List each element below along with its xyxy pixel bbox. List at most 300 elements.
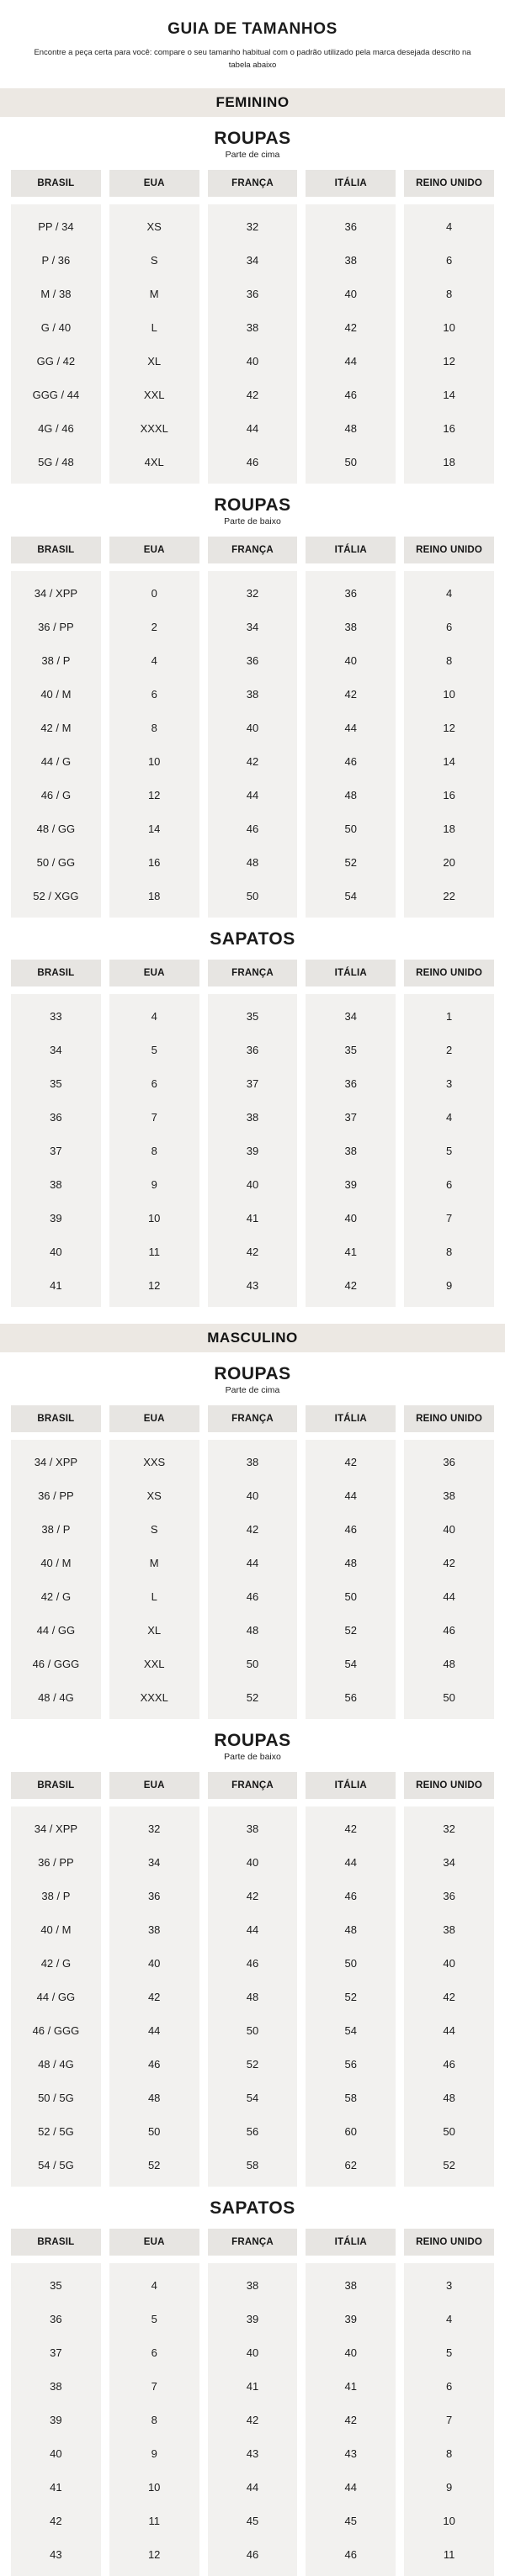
size-cell: 48 / 4G (38, 2057, 74, 2071)
size-cell: 46 (246, 1956, 259, 1970)
size-cell: 38 (443, 1923, 455, 1936)
size-cell: 34 / XPP (34, 1822, 78, 1835)
size-cell: 41 (246, 1211, 259, 1225)
size-cell: 38 (147, 1923, 161, 1936)
size-cell: 39 (344, 1177, 358, 1191)
size-cell: XS (146, 220, 162, 233)
table-subtitle: Parte de baixo (224, 516, 281, 527)
size-cell: 38 (443, 1489, 455, 1502)
size-cell: GG / 42 (36, 354, 76, 368)
size-cell: 34 (147, 1855, 161, 1869)
size-cell: 46 (344, 1889, 358, 1902)
column-header: FRANÇA (208, 1405, 298, 1432)
size-cell: 50 (246, 1657, 259, 1670)
size-cell: 42 (50, 2514, 62, 2527)
size-cell: 7 (445, 1211, 453, 1225)
size-cell: 2 (151, 620, 157, 633)
size-cell: 46 / GGG (32, 1657, 80, 1670)
size-cell: 9 (151, 1177, 157, 1191)
size-cell: 43 (246, 1278, 259, 1292)
size-cell: 40 (246, 2346, 259, 2359)
column-header: EUA (109, 1405, 199, 1432)
size-cell: 50 (246, 2023, 259, 2037)
size-column-itália (306, 960, 396, 1307)
size-cell: 6 (445, 620, 453, 633)
size-cell: 32 (246, 220, 259, 233)
page-title: GUIA DE TAMANHOS (167, 20, 338, 38)
size-cell: 35 (344, 1043, 358, 1056)
size-cell: 37 (344, 1110, 358, 1124)
size-cell: 4XL (144, 455, 164, 468)
column-header: FRANÇA (208, 170, 298, 197)
size-cell: 5 (445, 2346, 453, 2359)
size-cell: 58 (246, 2158, 259, 2171)
size-cell: 6 (445, 253, 453, 267)
table-title: SAPATOS (210, 2198, 295, 2219)
size-cell: 50 (344, 1590, 358, 1603)
size-cell: 14 (443, 754, 455, 768)
size-cell: 44 (344, 2480, 358, 2494)
size-cell: 42 (246, 1522, 259, 1536)
size-cell: 44 (344, 1855, 358, 1869)
size-cell: S (150, 1522, 158, 1536)
size-cell: 40 (50, 2446, 62, 2460)
size-cell: 36 (443, 1455, 455, 1468)
size-cell: 35 (50, 2278, 62, 2292)
size-cell: 40 (344, 2346, 358, 2359)
column-body (11, 571, 101, 918)
column-header: EUA (109, 960, 199, 986)
size-cell: 6 (151, 687, 157, 701)
size-cell: 48 (344, 1923, 358, 1936)
size-cell: 40 / M (40, 1556, 72, 1569)
size-cell: 44 / G (40, 754, 72, 768)
size-cell: 39 (246, 1144, 259, 1157)
size-cell: 35 (50, 1076, 62, 1090)
size-cell: 54 (344, 1657, 358, 1670)
size-cell: 10 (443, 320, 455, 334)
size-cell: M (149, 287, 159, 300)
column-body (208, 994, 298, 1307)
size-cell: 7 (151, 1110, 157, 1124)
size-cell: 42 (246, 388, 259, 401)
size-cell: 36 / PP (38, 620, 74, 633)
size-cell: 46 (246, 1590, 259, 1603)
size-cell: XS (146, 1489, 162, 1502)
column-body (404, 204, 494, 484)
size-cell: 44 (246, 421, 259, 435)
section-band-masculino: MASCULINO (0, 1324, 505, 1352)
size-cell: 38 (50, 1177, 62, 1191)
size-cell: 40 (344, 287, 358, 300)
table-title: ROUPAS (214, 1731, 291, 1751)
size-cell: 44 (443, 1590, 455, 1603)
size-column-reino-unido (404, 1772, 494, 2187)
column-header: FRANÇA (208, 960, 298, 986)
size-cell: 39 (344, 2312, 358, 2325)
size-cell: 36 / PP (38, 1855, 74, 1869)
size-table (0, 1405, 505, 1719)
size-cell: 50 (344, 1956, 358, 1970)
size-cell: 42 / G (40, 1956, 72, 1970)
size-cell: 38 (246, 1455, 259, 1468)
size-cell: 52 / 5G (38, 2124, 74, 2138)
size-cell: 18 (147, 889, 161, 902)
size-cell: 44 / GG (36, 1623, 76, 1637)
size-cell: 40 / M (40, 687, 72, 701)
size-cell: 32 (147, 1822, 161, 1835)
size-cell: 12 (443, 354, 455, 368)
column-header: BRASIL (11, 1405, 101, 1432)
size-cell: 9 (445, 1278, 453, 1292)
size-cell: 46 (147, 2057, 161, 2071)
size-cell: 4 (445, 1110, 453, 1124)
size-cell: 8 (151, 2413, 157, 2426)
size-cell: XXXL (140, 421, 168, 435)
size-column-frança (208, 1405, 298, 1719)
size-cell: 39 (50, 1211, 62, 1225)
column-header: REINO UNIDO (404, 1772, 494, 1799)
size-cell: 52 (344, 1623, 358, 1637)
size-cell: 8 (151, 1144, 157, 1157)
size-cell: 48 (443, 1657, 455, 1670)
column-header: ITÁLIA (306, 1405, 396, 1432)
size-column-reino-unido (404, 537, 494, 918)
page-subtitle: Encontre a peça certa para você: compare o seu tamanho habitual com o padrão utilizado pela marca desejada descrito na tabela abaixo (34, 48, 471, 70)
column-body (208, 2263, 298, 2576)
size-cell: 43 (246, 2446, 259, 2460)
size-cell: 45 (246, 2514, 259, 2527)
size-cell: 48 (344, 421, 358, 435)
size-cell: 41 (50, 1278, 62, 1292)
size-cell: 36 (246, 1043, 259, 1056)
size-cell: 52 (147, 2158, 161, 2171)
size-cell: 6 (445, 2379, 453, 2393)
size-cell: 52 (246, 2057, 259, 2071)
column-body (306, 571, 396, 918)
size-cell: M (149, 1556, 159, 1569)
column-header: ITÁLIA (306, 537, 396, 563)
size-cell: 5 (445, 1144, 453, 1157)
column-header: REINO UNIDO (404, 2229, 494, 2256)
size-cell: 14 (443, 388, 455, 401)
size-cell: 1 (445, 1009, 453, 1023)
size-cell: 40 (147, 1956, 161, 1970)
size-column-eua (109, 960, 199, 1307)
size-table (0, 1772, 505, 2187)
size-column-frança (208, 170, 298, 484)
size-cell: 8 (445, 2446, 453, 2460)
size-cell: 12 (147, 1278, 161, 1292)
size-cell: 10 (147, 754, 161, 768)
size-cell: 20 (443, 855, 455, 869)
size-cell: 46 (246, 455, 259, 468)
size-cell: 32 (443, 1822, 455, 1835)
size-cell: 46 (246, 2547, 259, 2561)
size-cell: 42 (344, 1278, 358, 1292)
size-cell: 42 (344, 687, 358, 701)
column-header: ITÁLIA (306, 2229, 396, 2256)
size-cell: 34 / XPP (34, 586, 78, 600)
size-cell: 18 (443, 822, 455, 835)
size-cell: 4 (151, 1009, 157, 1023)
size-cell: PP / 34 (38, 220, 74, 233)
size-cell: 11 (148, 2514, 160, 2527)
size-cell: 38 (344, 253, 358, 267)
size-cell: 33 (50, 1009, 62, 1023)
size-cell: 8 (445, 1245, 453, 1258)
size-cell: 42 (344, 320, 358, 334)
size-cell: 42 (246, 1889, 259, 1902)
column-header: FRANÇA (208, 2229, 298, 2256)
size-cell: 56 (344, 2057, 358, 2071)
column-body (109, 2263, 199, 2576)
size-cell: 16 (443, 421, 455, 435)
table-feminino-2 (0, 929, 505, 1307)
size-cell: 52 (443, 2158, 455, 2171)
size-cell: 40 (246, 1489, 259, 1502)
size-cell: 44 (246, 2480, 259, 2494)
size-cell: 45 (344, 2514, 358, 2527)
size-cell: 38 (246, 687, 259, 701)
column-body (208, 1806, 298, 2187)
size-cell: 41 (344, 1245, 358, 1258)
size-cell: 37 (50, 2346, 62, 2359)
size-cell: 14 (147, 822, 161, 835)
size-cell: 6 (445, 1177, 453, 1191)
column-body (11, 2263, 101, 2576)
size-cell: 12 (147, 788, 161, 801)
size-cell: 48 (246, 1623, 259, 1637)
size-cell: 46 (344, 1522, 358, 1536)
size-cell: 7 (151, 2379, 157, 2393)
size-cell: 50 (344, 822, 358, 835)
column-header: EUA (109, 537, 199, 563)
size-cell: 42 (443, 1556, 455, 1569)
size-column-brasil (11, 170, 101, 484)
column-body (109, 994, 199, 1307)
size-cell: 3 (445, 1076, 453, 1090)
size-cell: 43 (344, 2446, 358, 2460)
size-cell: 54 (246, 2091, 259, 2104)
size-column-eua (109, 1772, 199, 2187)
size-cell: 43 (50, 2547, 62, 2561)
size-column-eua (109, 537, 199, 918)
size-cell: 42 (344, 2413, 358, 2426)
column-header: EUA (109, 170, 199, 197)
size-cell: 36 (50, 1110, 62, 1124)
size-column-brasil (11, 1405, 101, 1719)
size-cell: 12 (147, 2547, 161, 2561)
size-cell: 46 (344, 754, 358, 768)
size-cell: 36 / PP (38, 1489, 74, 1502)
size-cell: 52 (344, 855, 358, 869)
size-column-frança (208, 1772, 298, 2187)
size-cell: 50 (246, 889, 259, 902)
column-body (109, 1806, 199, 2187)
column-body (109, 1440, 199, 1719)
size-cell: GGG / 44 (32, 388, 80, 401)
size-table (0, 2229, 505, 2576)
section-band-feminino: FEMININO (0, 88, 505, 117)
size-table (0, 960, 505, 1307)
size-cell: 2 (445, 1043, 453, 1056)
column-body (11, 1806, 101, 2187)
column-header: REINO UNIDO (404, 1405, 494, 1432)
size-column-brasil (11, 1772, 101, 2187)
size-cell: 39 (246, 2312, 259, 2325)
size-cell: L (151, 1590, 157, 1603)
size-cell: 46 (443, 1623, 455, 1637)
column-header: REINO UNIDO (404, 537, 494, 563)
column-body (109, 571, 199, 918)
size-cell: 37 (50, 1144, 62, 1157)
size-cell: 4G / 46 (38, 421, 74, 435)
table-masculino-2 (0, 2198, 505, 2576)
size-cell: 40 (246, 721, 259, 734)
size-cell: 40 (246, 1855, 259, 1869)
size-cell: 42 (443, 1990, 455, 2003)
size-cell: 46 / GGG (32, 2023, 80, 2037)
size-column-eua (109, 170, 199, 484)
size-cell: 8 (445, 287, 453, 300)
size-cell: 6 (151, 1076, 157, 1090)
size-column-reino-unido (404, 1405, 494, 1719)
size-cell: 18 (443, 455, 455, 468)
column-body (306, 1806, 396, 2187)
size-cell: 52 (246, 1690, 259, 1704)
size-cell: 5 (151, 2312, 157, 2325)
column-body (306, 994, 396, 1307)
size-cell: 38 / P (41, 1522, 71, 1536)
size-cell: 4 (445, 2312, 453, 2325)
size-cell: 34 (246, 253, 259, 267)
size-cell: 46 (443, 2057, 455, 2071)
size-cell: 39 (50, 2413, 62, 2426)
size-cell: 58 (344, 2091, 358, 2104)
column-header: BRASIL (11, 2229, 101, 2256)
column-header: ITÁLIA (306, 170, 396, 197)
size-cell: 4 (151, 653, 157, 667)
size-cell: 10 (443, 2514, 455, 2527)
size-cell: 50 (344, 455, 358, 468)
column-body (109, 204, 199, 484)
size-column-reino-unido (404, 960, 494, 1307)
size-cell: 41 (344, 2379, 358, 2393)
size-cell: 36 (147, 1889, 161, 1902)
size-cell: 40 (246, 354, 259, 368)
size-column-frança (208, 960, 298, 1307)
size-cell: 50 (443, 1690, 455, 1704)
size-cell: 56 (344, 1690, 358, 1704)
column-body (306, 204, 396, 484)
size-cell: 5 (151, 1043, 157, 1056)
size-cell: 44 (246, 1923, 259, 1936)
table-feminino-1 (0, 495, 505, 918)
size-cell: 36 (246, 653, 259, 667)
size-cell: 50 / 5G (38, 2091, 74, 2104)
size-column-brasil (11, 2229, 101, 2576)
size-cell: 46 / G (40, 788, 72, 801)
size-cell: 41 (50, 2480, 62, 2494)
size-cell: 42 (246, 2413, 259, 2426)
column-body (11, 994, 101, 1307)
column-header: ITÁLIA (306, 960, 396, 986)
size-cell: 44 (344, 1489, 358, 1502)
size-cell: 11 (148, 1245, 160, 1258)
table-title: SAPATOS (210, 929, 295, 949)
size-cell: 38 / P (41, 653, 71, 667)
size-column-eua (109, 2229, 199, 2576)
size-column-reino-unido (404, 2229, 494, 2576)
size-cell: XXS (143, 1455, 166, 1468)
size-cell: 16 (147, 855, 161, 869)
size-cell: 44 (344, 354, 358, 368)
size-cell: 35 (246, 1009, 259, 1023)
size-cell: 38 (344, 1144, 358, 1157)
column-header: REINO UNIDO (404, 960, 494, 986)
size-cell: 52 (344, 1990, 358, 2003)
size-cell: 36 (344, 220, 358, 233)
size-cell: 22 (443, 889, 455, 902)
size-cell: 40 (344, 653, 358, 667)
size-cell: 56 (246, 2124, 259, 2138)
size-cell: 41 (246, 2379, 259, 2393)
size-cell: 36 (246, 287, 259, 300)
column-header: FRANÇA (208, 537, 298, 563)
size-column-eua (109, 1405, 199, 1719)
column-header: ITÁLIA (306, 1772, 396, 1799)
size-cell: 52 / XGG (33, 889, 79, 902)
size-cell: XL (147, 1623, 162, 1637)
size-cell: XXXL (140, 1690, 168, 1704)
size-cell: 54 / 5G (38, 2158, 74, 2171)
column-body (306, 2263, 396, 2576)
size-cell: L (151, 320, 157, 334)
size-cell: 5G / 48 (38, 455, 74, 468)
size-cell: M / 38 (40, 287, 72, 300)
size-cell: 38 (50, 2379, 62, 2393)
column-header: BRASIL (11, 960, 101, 986)
size-cell: 38 (246, 1822, 259, 1835)
size-cell: 48 / GG (36, 822, 76, 835)
size-cell: 46 (344, 2547, 358, 2561)
column-body (404, 994, 494, 1307)
table-title: ROUPAS (214, 495, 291, 516)
size-column-itália (306, 1405, 396, 1719)
size-table (0, 537, 505, 918)
size-column-brasil (11, 537, 101, 918)
size-cell: 54 (344, 2023, 358, 2037)
table-subtitle: Parte de baixo (224, 1752, 281, 1763)
size-cell: 38 (344, 2278, 358, 2292)
size-cell: 44 (246, 788, 259, 801)
column-body (404, 2263, 494, 2576)
size-cell: 44 (147, 2023, 161, 2037)
size-cell: 4 (445, 220, 453, 233)
size-cell: 40 (246, 1177, 259, 1191)
size-cell: 7 (445, 2413, 453, 2426)
size-cell: 6 (151, 2346, 157, 2359)
column-body (404, 1440, 494, 1719)
column-body (404, 1806, 494, 2187)
size-cell: 50 (443, 2124, 455, 2138)
size-cell: 40 (344, 1211, 358, 1225)
size-cell: 40 / M (40, 1923, 72, 1936)
size-cell: 42 / M (40, 721, 72, 734)
size-cell: 34 (50, 1043, 62, 1056)
size-cell: 32 (246, 586, 259, 600)
